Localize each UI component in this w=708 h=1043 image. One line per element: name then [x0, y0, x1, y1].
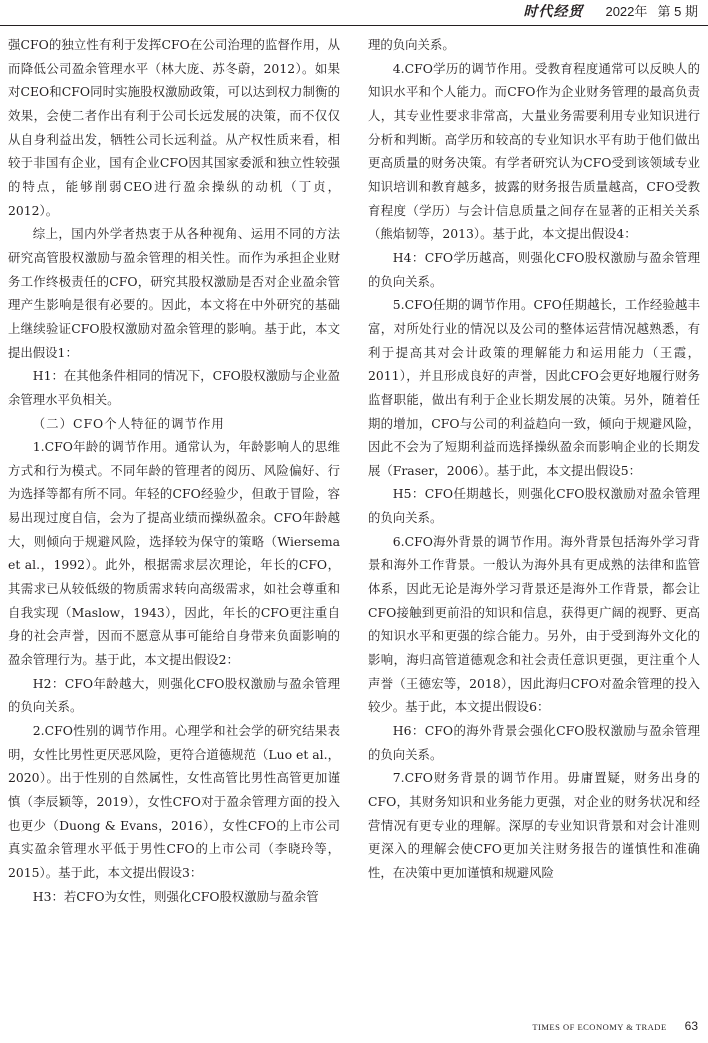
paragraph: 强CFO的独立性有利于发挥CFO在公司治理的监督作用，从而降低公司盈余管理水平（林大庞、苏冬蔚，2012）。如果对CEO和CFO同时实施股权激励政策，可以达到权力制衡的效果，会使二者作出有利于公司长远发展的决策，而不仅仅从自身利益出发，牺牲公司长远利益。从产权性质来看，相较于非国有企业，国有企业CFO因其国家委派和独立性较强的特点，能够削弱CEO进行盈余操纵的动机（丁贞，2012）。	[8, 37, 340, 218]
paragraph: 2.CFO性别的调节作用。心理学和社会学的研究结果表明，女性比男性更厌恶风险，更符合道德规范（Luo et al.，2020）。出于性别的自然属性，女性高管比男性高管更加谨慎（李辰颖等，2019），女性CFO对于盈余管理方面的投入也更少（Duong & Evans，2016），女性CFO的上市公司真实盈余管理水平低于男性CFO的上市公司（李晓玲等，2015）。基于此，本文提出假设3：	[8, 723, 340, 880]
paragraph: 5.CFO任期的调节作用。CFO任期越长，工作经验越丰富，对所处行业的情况以及公司的整体运营情况越熟悉，有利于提高其对会计政策的理解能力和运用能力（王霞，2011），并且形成良好的声誉，因此CFO会更好地履行财务监督职能，做出有利于企业长期发展的决策。另外，随着任期的增加，CFO与公司的利益趋向一致，倾向于规避风险，因此不会为了短期利益而选择操纵盈余而影响企业的长期发展（Fraser，2006）。基于此，本文提出假设5：	[368, 297, 700, 478]
page-number: 63	[684, 1019, 698, 1033]
journal-name: 时代经贸	[523, 4, 584, 20]
issue-year: 2022年	[605, 4, 648, 19]
hypothesis-h3: H3：若CFO为女性，则强化CFO股权激励与盈余管	[32, 888, 319, 904]
paragraph: 理的负向关系。	[368, 37, 455, 52]
paragraph: 综上，国内外学者热衷于从各种视角、运用不同的方法研究高管股权激励与盈余管理的相关性。而作为承担企业财务工作终极责任的CFO，研究其股权激励是否对企业盈余管理产生影响是很有必要的。因此，本文将在中外研究的基础上继续验证CFO股权激励对盈余管理的影响。基于此，本文提出假设1：	[8, 226, 340, 360]
hypothesis-h4: H4：CFO学历越高，则强化CFO股权激励与盈余管理的负向关系。	[368, 249, 700, 289]
section-heading: （二）CFO个人特征的调节作用	[32, 415, 225, 431]
hypothesis-h6: H6：CFO的海外背景会强化CFO股权激励与盈余管理的负向关系。	[368, 723, 700, 762]
paragraph: 4.CFO学历的调节作用。受教育程度通常可以反映人的知识水平和个人能力。而CFO作为企业财务管理的最高负责人，其专业性要求非常高，大量业务需要利用专业知识进行分析和判断。高学历和较高的专业知识水平有助于他们做出更高质量的财务决策。有学者研究认为CFO受到该领域专业知识培训和教育越多，披露的财务报告质量越高，CFO受教育程度（学历）与会计信息质量之间存在显著的正相关关系（熊焰韧等，2013）。基于此，本文提出假设4：	[368, 60, 700, 242]
left-column	[8, 33, 340, 908]
paragraph: 6.CFO海外背景的调节作用。海外背景包括海外学习背景和海外工作背景。一般认为海外具有更成熟的法律和监管体系，因此无论是海外学习背景还是海外工作背景，都会让CFO接触到更前沿的知识和信息，获得更广阔的视野、更高的知识水平和更强的综合能力。另外，由于受到海外文化的影响，海归高管道德观念和社会责任意识更强，更注重个人声誉（王德宏等，2018），因此海归CFO对盈余管理的投入较少。基于此，本文提出假设6：	[368, 533, 700, 715]
journal-english-name: TIMES OF ECONOMY & TRADE	[532, 1022, 667, 1032]
paragraph: 7.CFO财务背景的调节作用。毋庸置疑，财务出身的CFO，其财务知识和业务能力更强，对企业的财务状况和经营情况有更专业的理解。深厚的专业知识背景和对会计准则更深入的理解会使CFO更加关注财务报告的谨慎性和准确性，在决策中更加谨慎和规避风险	[368, 770, 700, 880]
right-column	[368, 33, 700, 885]
page-footer	[532, 1017, 698, 1035]
hypothesis-h1: H1：在其他条件相同的情况下，CFO股权激励与企业盈余管理水平负相关。	[8, 368, 340, 407]
issue-number: 第 5 期	[657, 4, 698, 19]
paragraph: 1.CFO年龄的调节作用。通常认为，年龄影响人的思维方式和行为模式。不同年龄的管理者的阅历、风险偏好、行为选择等都有所不同。年轻的CFO经验少，但敢于冒险，容易出现过度自信，会为了提高业绩而操纵盈余。CFO年龄越大，则倾向于规避风险，选择较为保守的策略（Wiersema et al.，1992）。此外，根据需求层次理论，年长的CFO，其需求已从较低级的物质需求转向高级需求，如社会尊重和自我实现（Maslow，1943），因此，年长的CFO更注重自身的社会声誉，因而不愿意从事可能给自身带来负面影响的盈余管理行为。基于此，本文提出假设2：	[8, 439, 340, 668]
header-info	[523, 3, 698, 22]
hypothesis-h5: H5：CFO任期越长，则强化CFO股权激励对盈余管理的负向关系。	[368, 486, 700, 526]
hypothesis-h2: H2：CFO年龄越大，则强化CFO股权激励与盈余管理的负向关系。	[8, 675, 340, 715]
header-rule	[0, 25, 708, 26]
page-header	[0, 0, 708, 26]
